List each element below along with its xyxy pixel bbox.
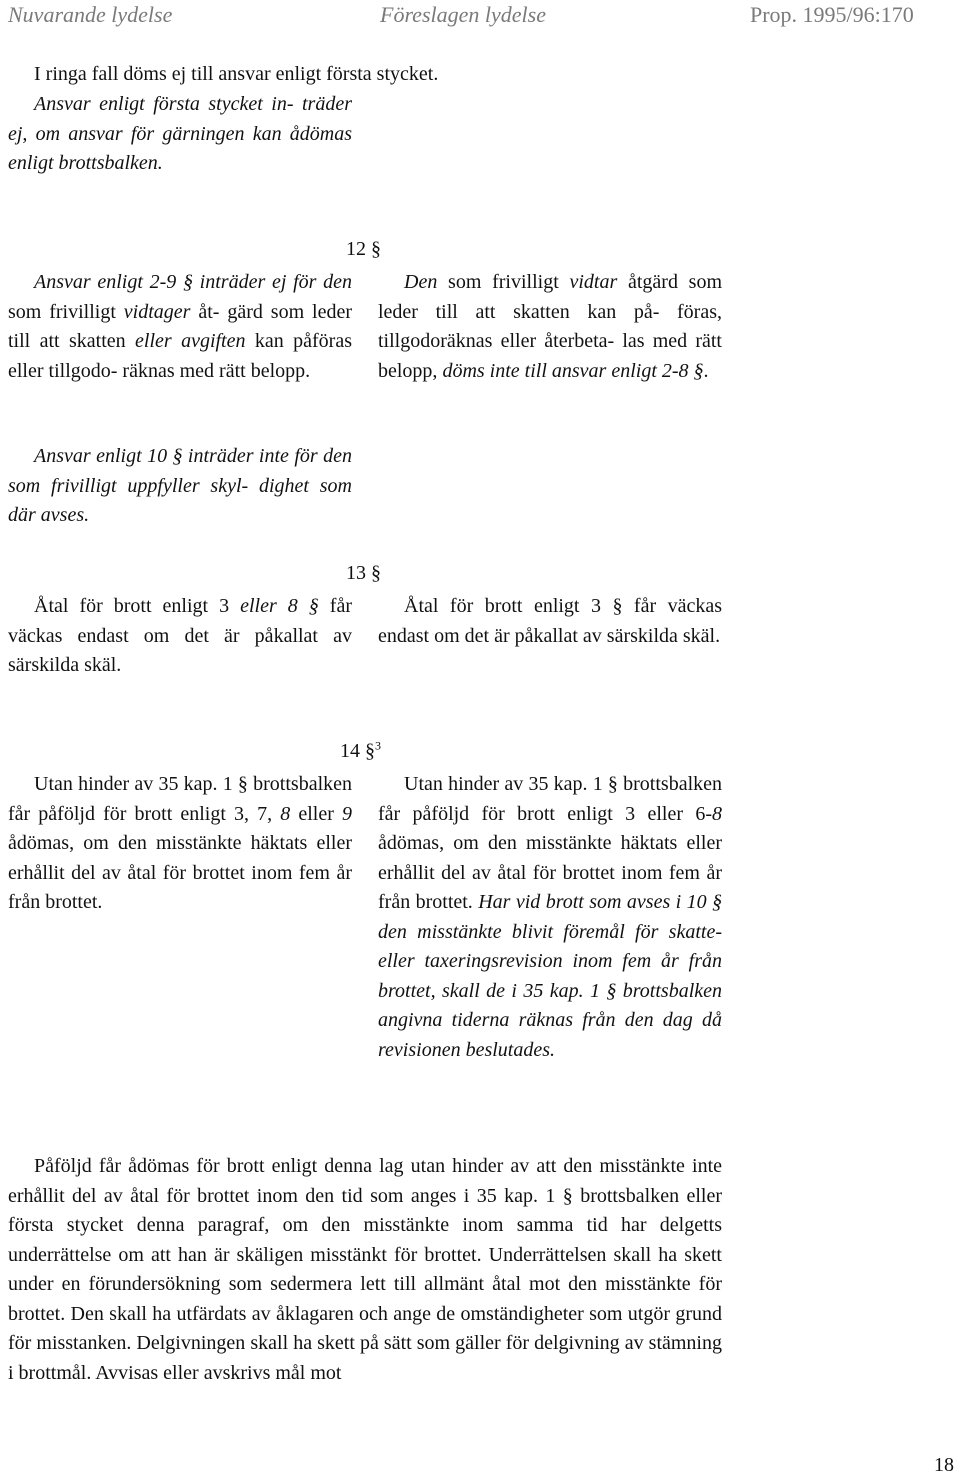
sec12-left-n2: åt- gärd som leder till att skatten xyxy=(8,300,352,352)
ansvar-italic-paragraph: Ansvar enligt första stycket in- träder ej, om ansvar för gärningen kan ådömas enligt brottsbalken. xyxy=(8,93,352,174)
section-13-left-text xyxy=(8,592,352,681)
bottom-paragraph: Påföljd får ådömas för brott enligt denna lag utan hinder av att den misstänkte inte erhållit del av åtal för brottet inom den tid som anges i 35 kap. 1 § brottsbalken eller första stycket denna paragraf, om den misstänkte inom samma tid har delgetts underrättelse om att han är skäligen misstänkt för brottet. Underrättelsen skall ha skett under en förundersökning som sedermera lett till allmänt åtal mot den misstänkte för brottet. Den skall ha utfärdats av åklagaren och ange de omständigheter som utgör grund för misstanken. Delgivningen skall ha skett på sätt som gäller för delgivning av stämning i brottmål. Avvisas eller avskrivs mål mot xyxy=(8,1155,722,1384)
sec14-left-i2: 9 xyxy=(342,802,352,825)
sec12-right-i3: döms inte till ansvar enligt 2-8 § xyxy=(442,359,704,382)
sec12-right-n1: som frivilligt xyxy=(437,271,570,293)
sec14-right-n1: Utan hinder av 35 kap. 1 § brottsbalken får påföljd för brott enligt 3 eller 6- xyxy=(378,773,722,825)
sec14-right-i1: 8 xyxy=(712,802,722,825)
sec14-left-n1: Utan hinder av 35 kap. 1 § brottsbalken får påföljd för brott enligt 3, 7, xyxy=(8,773,352,825)
sec12-right-i2: vidtar xyxy=(569,271,618,293)
sec12-left-i3: eller avgiften xyxy=(135,330,246,352)
sec14-footnote-ref: 3 xyxy=(375,738,381,753)
sec12-right-n2: åtgärd som leder till att skatten kan på- föras, tillgodoräknas eller återbeta- las med rätt belopp, xyxy=(378,271,723,382)
sec13-left-i1: eller 8 § xyxy=(240,595,319,617)
header-left-label: Nuvarande lydelse xyxy=(8,2,173,27)
header-prop-number: Prop. 1995/96:170 xyxy=(750,2,914,27)
sec14-label-text: 14 § xyxy=(340,740,375,762)
section-12-label: 12 § xyxy=(346,238,381,260)
sec12-right-i1: Den xyxy=(404,271,438,293)
sec14-left-n2: eller xyxy=(290,802,342,825)
section-13-label: 13 § xyxy=(346,562,381,584)
sec12-left-i2: vidtager xyxy=(123,300,191,323)
section-14-left-text xyxy=(8,770,352,918)
sec13-left-n1: Åtal för brott enligt 3 xyxy=(34,595,241,617)
sec14-right-i2: Har vid brott som avses i 10 § den misstänkte blivit föremål för skatte- eller taxeringsrevision inom fem år från brottet, skall de i 35 kap. 1 § brottsbalken angivna tiderna räknas från den dag då revisionen beslutades. xyxy=(378,891,723,1061)
sec14-right-n2: ådömas, om den misstänkte häktats eller erhållit del av åtal för brottet inom fem år från brottet. xyxy=(378,832,722,913)
section-12-italic-extra: Ansvar enligt 10 § inträder inte för den som frivilligt uppfyller skyl- dighet som där avses. xyxy=(8,445,352,526)
section-14-right-text xyxy=(378,770,722,1065)
sec12-left-i1: Ansvar enligt 2-9 § inträder ej för den xyxy=(34,271,352,293)
section-13-right-text: Åtal för brott enligt 3 § får väckas endast om det är påkallat av särskilda skäl. xyxy=(378,595,722,647)
sec12-right-n3: . xyxy=(703,359,709,382)
sec12-left-n1: som frivilligt xyxy=(8,300,124,323)
sec14-left-n3: ådömas, om den misstänkte häktats eller erhållit del av åtal för brottet inom fem år från brottet. xyxy=(8,832,352,913)
sec12-left-n3: kan påföras eller tillgodo- räknas med rätt belopp. xyxy=(8,330,353,382)
header-center-label: Föreslagen lydelse xyxy=(380,2,546,27)
section-14-label xyxy=(340,740,381,763)
sec13-left-n2: får väckas endast om det är påkallat av särskilda skäl. xyxy=(8,595,353,676)
ringa-fall-line: I ringa fall döms ej till ansvar enligt första stycket. xyxy=(34,63,439,85)
sec14-left-i1: 8 xyxy=(280,802,291,825)
page-number: 18 xyxy=(934,1454,954,1476)
section-12-right-text xyxy=(378,268,722,386)
section-12-left-text xyxy=(8,268,352,386)
